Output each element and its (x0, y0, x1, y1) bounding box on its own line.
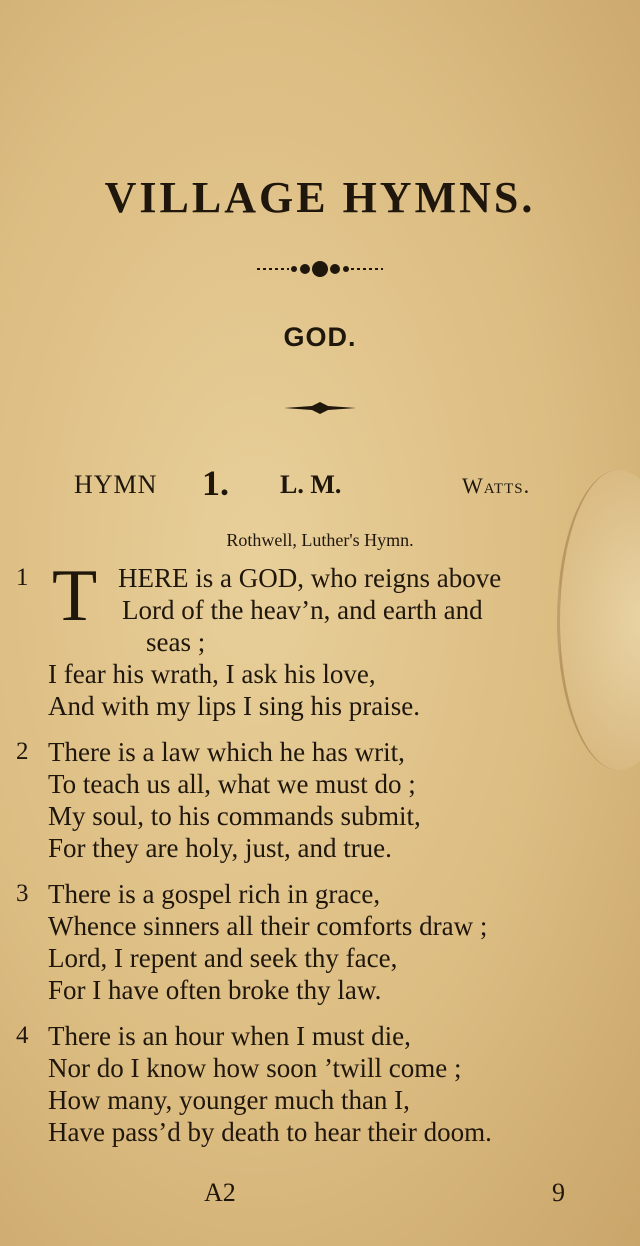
verse-line: For I have often broke thy law. (48, 975, 382, 1005)
verse-number: 1 (16, 564, 29, 591)
verse-number: 2 (16, 738, 29, 765)
verse-line: Nor do I know how soon ’twill come ; (48, 1053, 462, 1083)
verse (0, 1020, 640, 1148)
tune-names: Rothwell, Luther's Hymn. (226, 530, 414, 550)
page-number: 9 (552, 1178, 565, 1207)
verse-line: How many, younger much than I, (48, 1085, 410, 1115)
verse (0, 878, 640, 1006)
verse-line: There is a gospel rich in grace, (48, 879, 381, 909)
page-footer (0, 1178, 640, 1212)
hymn-number: 1. (202, 463, 229, 503)
hymn-metre: L. M. (280, 470, 342, 499)
section-rule-icon (0, 400, 640, 421)
title-ornament-icon (0, 256, 640, 287)
verse-line: Whence sinners all their comforts draw ; (48, 911, 488, 941)
verse-line: Have pass’d by death to hear their doom. (48, 1117, 492, 1147)
verse-line: There is an hour when I must die, (48, 1021, 411, 1051)
hymn-author: Watts. (462, 473, 531, 498)
verse-line: And with my lips I sing his praise. (48, 691, 420, 721)
verse-line: To teach us all, what we must do ; (48, 769, 416, 799)
verse-line: seas ; (146, 627, 206, 657)
hymn-header (74, 463, 574, 510)
verse-line: I fear his wrath, I ask his love, (48, 659, 376, 689)
verse-number: 3 (16, 880, 29, 907)
section-heading: GOD. (283, 322, 357, 352)
verse-number: 4 (16, 1022, 29, 1049)
hymn-verses (0, 555, 640, 1162)
hymn-label: HYMN (74, 470, 158, 499)
page-title: VILLAGE HYMNS. (104, 173, 536, 222)
verse-line: HERE is a GOD, who reigns above (118, 563, 502, 593)
verse-line: Lord of the heav’n, and earth and (122, 595, 483, 625)
verse (0, 736, 640, 864)
drop-cap: T (52, 555, 98, 637)
verse-line: There is a law which he has writ, (48, 737, 405, 767)
verse-line: My soul, to his commands submit, (48, 801, 421, 831)
verse-line: For they are holy, just, and true. (48, 833, 392, 863)
verse (0, 555, 640, 722)
verse-line: Lord, I repent and seek thy face, (48, 943, 398, 973)
signature-mark: A2 (204, 1178, 236, 1207)
